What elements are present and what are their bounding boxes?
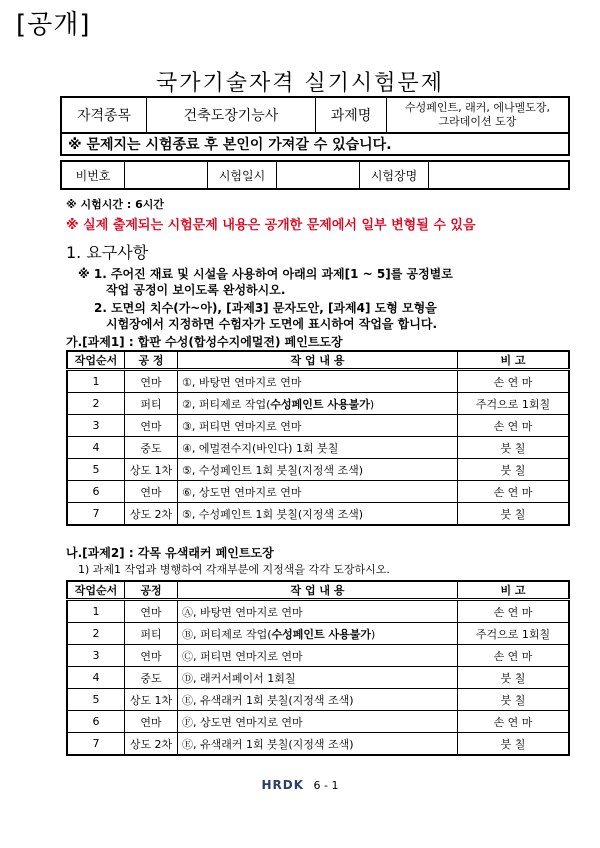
row-step: 퍼티 <box>125 623 178 645</box>
row-content-text: Ⓓ, 래커서페이서 1회칠 <box>182 671 296 685</box>
notice-text: ※ 문제지는 시험종료 후 본인이 가져갈 수 있습니다. <box>60 134 570 156</box>
row-order: 3 <box>67 415 125 437</box>
qualification-table <box>60 96 570 134</box>
row-note: 주걱으로 1회칠 <box>458 393 570 415</box>
date-field[interactable] <box>277 161 360 189</box>
row-content <box>178 415 458 437</box>
row-step: 상도 2차 <box>125 733 178 756</box>
row-content-text: Ⓒ, 퍼티면 연마지로 연마 <box>182 649 303 663</box>
row-step: 연마 <box>125 481 178 503</box>
row-content-text: Ⓐ, 바탕면 연마지로 연마 <box>182 605 303 619</box>
row-step: 연마 <box>125 415 178 437</box>
row-step: 상도 2차 <box>125 503 178 526</box>
row-content-text: Ⓕ, 상도면 연마지로 연마 <box>182 715 303 729</box>
row-content <box>178 623 458 645</box>
row-order: 4 <box>67 667 125 689</box>
task1-header-note: 비 고 <box>458 351 570 370</box>
row-content-end: ) <box>371 627 376 641</box>
table-row <box>67 689 569 711</box>
qual-value: 건축도장기능사 <box>147 97 316 133</box>
row-content <box>178 481 458 503</box>
page-title: 국가기술자격 실기시험문제 <box>155 71 445 96</box>
row-content-text: ④, 에멀젼수지(바인다) 1회 붓칠 <box>182 441 339 455</box>
row-content <box>178 393 458 415</box>
row-content <box>178 689 458 711</box>
table-row <box>67 393 569 415</box>
row-order: 6 <box>67 481 125 503</box>
row-order: 7 <box>67 733 125 756</box>
row-content-text: ②, 퍼티제로 작업( <box>182 397 271 411</box>
row-content <box>178 370 458 393</box>
row-note: 붓 칠 <box>458 689 570 711</box>
task1-rows <box>67 370 569 526</box>
row-content-text: ⑤, 수성페인트 1회 붓칠(지정색 조색) <box>182 507 364 521</box>
section-title: 1. 요구사항 <box>66 243 149 262</box>
row-note: 붓 칠 <box>458 437 570 459</box>
task2-title: 나.[과제2] : 각목 유색래커 페인트도장 <box>66 546 274 560</box>
task-label: 과제명 <box>316 97 387 133</box>
table-row <box>67 437 569 459</box>
row-step: 연마 <box>125 370 178 393</box>
row-content-text: ⑤, 수성페인트 1회 붓칠(지정색 조색) <box>182 463 364 477</box>
table-row <box>67 370 569 393</box>
number-field[interactable] <box>125 161 208 189</box>
row-note: 손 연 마 <box>458 600 570 623</box>
row-note: 손 연 마 <box>458 370 570 393</box>
row-note: 손 연 마 <box>458 711 570 733</box>
page-footer <box>0 778 600 792</box>
table-row <box>67 733 569 756</box>
examinee-table <box>60 160 570 190</box>
public-badge: [공개] <box>16 10 91 40</box>
row-note: 손 연 마 <box>458 415 570 437</box>
row-content <box>178 711 458 733</box>
number-label: 비번호 <box>61 161 125 189</box>
row-content <box>178 600 458 623</box>
table-row <box>67 645 569 667</box>
task-value-line-1: 수성페인트, 래커, 에나멜도장, <box>405 101 550 114</box>
task1-title: 가.[과제1] : 합판 수성(합성수지에멀젼) 페인트도장 <box>66 335 343 349</box>
row-step: 퍼티 <box>125 393 178 415</box>
row-order: 2 <box>67 393 125 415</box>
row-note: 붓 칠 <box>458 667 570 689</box>
requirement-2: 2. 도면의 치수(가~아), [과제3] 문자도안, [과제4] 도형 모형을 <box>94 301 437 315</box>
row-order: 5 <box>67 689 125 711</box>
task1-table <box>66 350 570 526</box>
row-step: 중도 <box>125 437 178 459</box>
row-step: 중도 <box>125 667 178 689</box>
row-step: 연마 <box>125 711 178 733</box>
task1-header-content: 작 업 내 용 <box>178 351 458 370</box>
row-step: 연마 <box>125 600 178 623</box>
row-order: 4 <box>67 437 125 459</box>
row-content <box>178 503 458 526</box>
row-note: 주걱으로 1회칠 <box>458 623 570 645</box>
table-row <box>67 415 569 437</box>
task2-header-note: 비 고 <box>458 581 570 600</box>
row-order: 1 <box>67 600 125 623</box>
row-content-text: Ⓔ, 유색래커 1회 붓칠(지정색 조색) <box>182 737 354 751</box>
requirement-1-cont: 작업 공정이 보이도록 완성하시오. <box>106 283 286 297</box>
hrdk-logo: HRDK <box>261 778 305 792</box>
row-content-text: Ⓑ, 퍼티제로 작업( <box>182 627 272 641</box>
row-step: 상도 1차 <box>125 459 178 481</box>
exam-time: ※ 시험시간 : 6시간 <box>66 198 164 211</box>
qual-label: 자격종목 <box>61 97 147 133</box>
row-content <box>178 645 458 667</box>
place-field[interactable] <box>429 161 570 189</box>
row-note: 붓 칠 <box>458 459 570 481</box>
row-note: 붓 칠 <box>458 503 570 526</box>
row-content <box>178 667 458 689</box>
row-content <box>178 459 458 481</box>
task2-header-content: 작 업 내 용 <box>178 581 458 600</box>
row-order: 5 <box>67 459 125 481</box>
row-content-end: ) <box>369 397 375 411</box>
row-step: 연마 <box>125 645 178 667</box>
page-number: 6 - 1 <box>313 779 339 792</box>
task2-note: 1) 과제1 작업과 병행하여 각재부분에 지정색을 각각 도장하시오. <box>78 563 390 576</box>
task2-table <box>66 580 570 756</box>
row-step: 상도 1차 <box>125 689 178 711</box>
task2-rows <box>67 600 569 756</box>
row-content <box>178 733 458 756</box>
row-content-text: ①, 바탕면 연마지로 연마 <box>182 375 302 389</box>
row-note: 손 연 마 <box>458 481 570 503</box>
row-note: 손 연 마 <box>458 645 570 667</box>
task-value <box>387 97 570 133</box>
table-row <box>67 600 569 623</box>
table-row <box>67 623 569 645</box>
requirement-2-cont: 시험장에서 지정하면 수험자가 도면에 표시하여 작업을 합니다. <box>106 317 438 331</box>
table-row <box>67 667 569 689</box>
row-content-emphasis: 수성페인트 사용불가 <box>271 627 372 641</box>
task2-header-step: 공정 <box>125 581 178 600</box>
row-order: 6 <box>67 711 125 733</box>
row-order: 2 <box>67 623 125 645</box>
place-label: 시험장명 <box>360 161 429 189</box>
row-order: 7 <box>67 503 125 526</box>
row-order: 1 <box>67 370 125 393</box>
requirement-1: ※ 1. 주어진 재료 및 시설을 사용하여 아래의 과제[1 ~ 5]를 공정별로 <box>78 267 453 281</box>
row-content-text: Ⓔ, 유색래커 1회 붓칠(지정색 조색) <box>182 693 354 707</box>
row-note: 붓 칠 <box>458 733 570 756</box>
table-row <box>67 481 569 503</box>
table-row <box>67 459 569 481</box>
row-order: 3 <box>67 645 125 667</box>
row-content-emphasis: 수성페인트 사용불가 <box>270 397 370 411</box>
date-label: 시험일시 <box>208 161 277 189</box>
task1-header-order: 작업순서 <box>67 351 125 370</box>
warning-text: ※ 실제 출제되는 시험문제 내용은 공개한 문제에서 일부 변형될 수 있음 <box>66 218 476 233</box>
task1-header-step: 공 정 <box>125 351 178 370</box>
row-content-text: ⑥, 상도면 연마지로 연마 <box>182 485 302 499</box>
task2-header-order: 작업순서 <box>67 581 125 600</box>
row-content-text: ③, 퍼티면 연마지로 연마 <box>182 419 302 433</box>
row-content <box>178 437 458 459</box>
table-row <box>67 503 569 526</box>
table-row <box>67 711 569 733</box>
task-value-line-2: 그라데이션 도장 <box>438 115 517 128</box>
